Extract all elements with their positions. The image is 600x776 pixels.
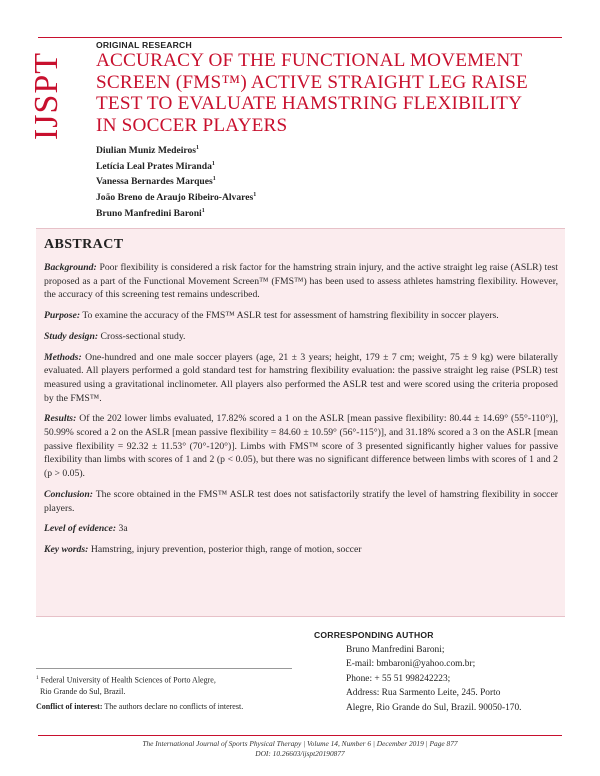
affiliation-footnote — [36, 673, 216, 698]
affiliation-line: $^1$ Federal University of Health Sciences of Porto Alegre, — [36, 675, 216, 685]
footer-rule — [38, 735, 562, 736]
abstract-section-study-design: Study design: Cross-sectional study. — [44, 330, 186, 342]
top-rule — [38, 37, 562, 38]
abstract-section-purpose: Purpose: To examine the accuracy of the FMS™ ASLR test for assessment of hamstring flexibility in soccer players. — [44, 310, 499, 322]
title-line: IN SOCCER PLAYERS — [96, 114, 288, 136]
footnote-rule — [36, 668, 292, 669]
title-line: ACCURACY OF THE FUNCTIONAL MOVEMENT — [96, 50, 523, 71]
journal-logo: IJSPT — [28, 51, 65, 141]
article-title — [96, 50, 556, 136]
corresponding-address: Address: Rua Sarmento Leite, 245. Porto — [346, 688, 501, 699]
conflict-of-interest: Conflict of interest: The authors declare no conflicts of interest. — [36, 702, 244, 711]
author: João Breno de Araujo Ribeiro-Alvares$^1$ — [96, 192, 257, 204]
author: Diulian Muniz Medeiros$^1$ — [96, 145, 200, 157]
corresponding-author-details — [346, 643, 522, 715]
abstract-body — [44, 261, 558, 564]
journal-citation: The International Journal of Sports Physical Therapy | Volume 14, Number 6 | December 2019 | Page 877 — [142, 739, 458, 748]
author: Vanessa Bernardes Marques$^1$ — [96, 176, 216, 188]
corresponding-name: Bruno Manfredini Baroni; — [346, 645, 445, 655]
affiliation-line: Rio Grande do Sul, Brazil. — [40, 687, 126, 697]
author-list — [96, 142, 256, 220]
abstract-heading: ABSTRACT — [44, 237, 124, 252]
corresponding-phone: Phone: + 55 51 998242223; — [346, 673, 451, 684]
abstract-section-conclusion: Conclusion: The score obtained in the FMS™ ASLR test does not satisfactorily stratify the level of hamstring flexibility in soccer players. — [44, 488, 558, 514]
title-line: SCREEN (FMS™) ACTIVE STRAIGHT LEG RAISE — [96, 71, 528, 93]
author: Bruno Manfredini Baroni$^1$ — [96, 207, 205, 219]
abstract-box — [36, 228, 565, 617]
article-type: ORIGINAL RESEARCH — [96, 40, 192, 50]
corresponding-email: E-mail: bmbaroni@yahoo.com.br; — [346, 659, 476, 670]
abstract-section-methods: Methods: One-hundred and one male soccer players (age, 21 ± 3 years; height, 179 ± 7 cm; weight, 75 ± 9 kg) were bilaterally evaluated. All players performed a gold standard test for hamstring flexibility evaluation: the passive straight leg raise (PSLR) test measured using a gravitational inclinometer. All players also performed the ASLR test and were scored using the criteria proposed by the FMS™. — [44, 351, 558, 404]
abstract-section-level-of-evidence: Level of evidence: 3a — [44, 523, 128, 535]
title-line: TEST TO EVALUATE HAMSTRING FLEXIBILITY — [96, 93, 523, 115]
abstract-section-results: Results: Of the 202 lower limbs evaluated, 17.82% scored a 1 on the ASLR [mean passive flexibility: 80.44 ± 14.69° (55°-110°)], 50.99% scored a 2 on the ASLR [mean passive flexibility = 84.60 ± 10.59° (56°-115°)], and 31.18% scored a 3 on the ASLR [mean passive flexibility = 92.32 ± 11.53° (70°-120°)]. Limbs with FMS™ score of 3 presented significantly higher values for passive flexibility than limbs with scores of 1 and 2 (p < 0.05), but there was no significant difference between limbs with scores of 1 and 2 (p > 0.05). — [44, 413, 558, 480]
page-footer — [38, 739, 562, 759]
corresponding-author-heading: CORRESPONDING AUTHOR — [314, 630, 434, 640]
doi: DOI: 10.26603/ijspt20190877 — [255, 749, 345, 758]
author: Letícia Leal Prates Miranda$^1$ — [96, 160, 215, 172]
abstract-section-background: Background: Poor flexibility is considered a risk factor for the hamstring strain injury, and the active straight leg raise (ASLR) test proposed as a part of the Functional Movement Screen™ (FMS™) has been used to assess athletes hamstring flexibility. However, the accuracy of this screening test remains undescribed. — [44, 262, 558, 301]
abstract-section-key-words: Key words: Hamstring, injury prevention, posterior thigh, range of motion, soccer — [44, 543, 362, 555]
corresponding-address: Alegre, Rio Grande do Sul, Brazil. 90050-170. — [346, 702, 522, 713]
